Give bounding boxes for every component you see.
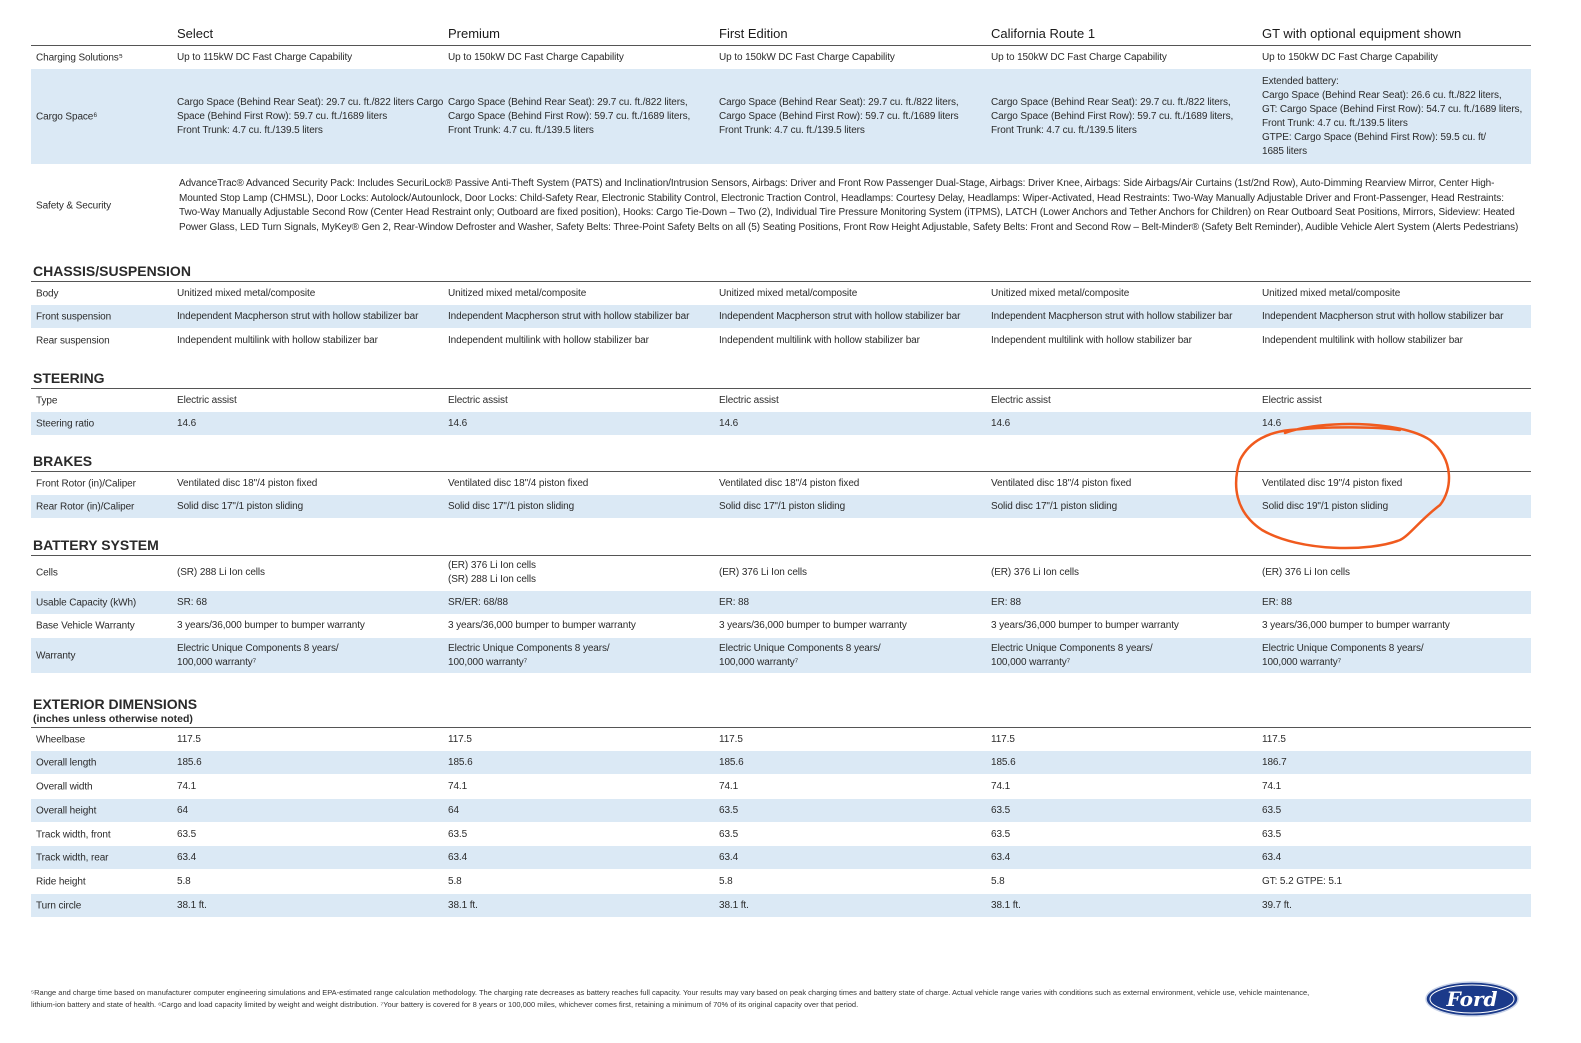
row-label: Base Vehicle Warranty <box>36 620 135 631</box>
row-label: Steering ratio <box>36 418 95 429</box>
table-cell: 185.6 <box>177 756 202 768</box>
row-label: Usable Capacity (kWh) <box>36 597 137 608</box>
table-cell: 117.5 <box>177 733 201 745</box>
table-cell: Cargo Space (Behind Rear Seat): 29.7 cu. ft./822 liters, Cargo Space (Behind First Row): 59.7 cu. ft./1689 liters, Front Trunk: 4.7 cu. ft./139.5 liters <box>991 96 1234 136</box>
table-cell: Extended battery: Cargo Space (Behind Rear Seat): 26.6 cu. ft./822 liters, GT: Cargo Space (Behind First Row): 54.7 cu. ft./1689 liters, Front Trunk: 4.7 cu. ft./139.5 liters GTPE: Cargo Space (Behind First Row): 59.5 cu. ft/ 1685 liters <box>1262 75 1523 157</box>
table-row <box>31 46 1531 69</box>
ford-logo-icon <box>1424 980 1520 1018</box>
section-title-text: CHASSIS/SUSPENSION <box>33 263 191 279</box>
table-cell: 63.4 <box>1262 851 1282 863</box>
table-cell: Independent multilink with hollow stabilizer bar <box>177 334 378 346</box>
table-cell: Electric assist <box>991 394 1051 406</box>
row-label: Front suspension <box>36 311 112 322</box>
table-cell: Electric Unique Components 8 years/ 100,000 warranty⁷ <box>448 642 610 668</box>
table-cell: Up to 150kW DC Fast Charge Capability <box>719 51 895 63</box>
table-row <box>31 329 1531 352</box>
table-cell: Unitized mixed metal/composite <box>1262 287 1401 299</box>
table-row <box>31 614 1531 637</box>
table-cell: Ventilated disc 18"/4 piston fixed <box>448 477 589 489</box>
table-cell: (ER) 376 Li Ion cells <box>991 566 1079 578</box>
section-title-text: EXTERIOR DIMENSIONS <box>33 696 198 712</box>
table-cell: Electric assist <box>448 394 508 406</box>
table-cell: Up to 150kW DC Fast Charge Capability <box>991 51 1167 63</box>
table-cell: Solid disc 17"/1 piston sliding <box>991 500 1118 512</box>
section-header-brakes <box>31 446 1531 472</box>
table-cell: 117.5 <box>719 733 743 745</box>
row-label: Rear Rotor (in)/Caliper <box>36 501 135 512</box>
section-header-steering <box>31 362 1531 389</box>
table-row <box>31 472 1531 495</box>
table-cell: ER: 88 <box>719 596 749 608</box>
table-cell: Electric assist <box>1262 394 1322 406</box>
table-cell: 63.4 <box>719 851 739 863</box>
row-text: AdvanceTrac® Advanced Security Pack: Includes SecuriLock® Passive Anti-Theft System (PATS) and Inclination/Intrusion Sensors, Airbags: Driver and Front Row Passenger Dual-Stage, Airbags: Driver Knee, Airbags: Side Airbags/Air Curtains (1st/2nd Row), Auto-Dimming Rearview Mirror, Center High-Mounted Stop Lamp (CHMSL), Door Locks: Autolock/Autounlock, Door Locks: Child-Safety Rear, Electronic Stability Control, Electronic Traction Control, Headlamps: Courtesy Delay, Headlamps: Wiper-Activated, Head Restraints: Two-Way Manually Adjustable Driver and Front-Passenger, Head Restraints: Two-Way Manually Adjustable Second Row (Center Head Restraint only; Outboard are fixed position), Hooks: Cargo Tie-Down – Two (2), Individual Tire Pressure Monitoring System (iTPMS), LATCH (Lower Anchors and Tether Anchors for Children) on Rear Outboard Seat Positions, Mirrors, Sideview: Heated Power Glass, LED Turn Signals, MyKey® Gen 2, Rear-Window Defroster and Washer, Safety Belts: Three-Point Safety Belts on all (5) Seating Positions, Front Row Height Adjustable, Safety Belts: Front and Second Row – Belt-Minder® (Safety Belt Reminder), Audible Vehicle Alert System (Alerts Pedestrians) <box>179 178 1519 233</box>
section-header-battery-system <box>31 530 1531 556</box>
table-cell: 63.4 <box>991 851 1011 863</box>
column-header-gt: GT with optional equipment shown <box>1262 26 1462 41</box>
table-row <box>31 751 1531 774</box>
table-cell: 3 years/36,000 bumper to bumper warranty <box>177 619 365 631</box>
section-header-chassis-suspension <box>31 255 1531 282</box>
table-row <box>31 164 1531 248</box>
table-cell: Independent multilink with hollow stabilizer bar <box>1262 334 1463 346</box>
table-cell: Cargo Space (Behind Rear Seat): 29.7 cu. ft./822 liters, Cargo Space (Behind First Row): 59.7 cu. ft./1689 liters Front Trunk: 4.7 cu. ft./139.5 liters <box>719 96 959 136</box>
table-row <box>31 728 1531 751</box>
table-row <box>31 638 1531 673</box>
table-cell: 74.1 <box>719 780 739 792</box>
section-subtitle: (inches unless otherwise noted) <box>33 713 193 725</box>
table-cell: Unitized mixed metal/composite <box>719 287 858 299</box>
table-cell: 3 years/36,000 bumper to bumper warranty <box>448 619 636 631</box>
table-cell: 63.5 <box>1262 804 1282 816</box>
table-cell: (SR) 288 Li Ion cells <box>177 566 265 578</box>
table-row <box>31 894 1531 917</box>
row-label: Safety & Security <box>36 200 111 212</box>
table-row <box>31 870 1531 893</box>
section-title-text: BRAKES <box>33 453 93 469</box>
table-cell: 14.6 <box>177 417 197 429</box>
table-cell: 5.8 <box>719 875 733 887</box>
table-cell: 185.6 <box>448 756 473 768</box>
table-cell: Solid disc 17"/1 piston sliding <box>719 500 846 512</box>
table-cell: Independent multilink with hollow stabilizer bar <box>448 334 649 346</box>
table-cell: 63.4 <box>448 851 468 863</box>
svg-text:Ford: Ford <box>1446 987 1498 1011</box>
table-cell: 63.5 <box>991 828 1011 840</box>
table-cell: Unitized mixed metal/composite <box>991 287 1130 299</box>
table-cell: 74.1 <box>1262 780 1282 792</box>
table-cell: Independent multilink with hollow stabilizer bar <box>991 334 1192 346</box>
row-label: Warranty <box>36 650 76 661</box>
row-label: Track width, front <box>36 829 111 840</box>
column-header-select: Select <box>177 26 214 41</box>
row-label: Rear suspension <box>36 335 110 346</box>
table-cell: (ER) 376 Li Ion cells (SR) 288 Li Ion cells <box>448 559 536 585</box>
table-cell: 63.4 <box>177 851 197 863</box>
table-cell: Up to 150kW DC Fast Charge Capability <box>448 51 624 63</box>
table-row <box>31 591 1531 614</box>
table-cell: 185.6 <box>991 756 1016 768</box>
table-cell: 74.1 <box>177 780 197 792</box>
row-label: Cargo Space⁶ <box>36 111 98 122</box>
table-cell: 14.6 <box>1262 417 1282 429</box>
table-cell: 74.1 <box>448 780 468 792</box>
section-title <box>33 263 191 279</box>
table-cell: 63.5 <box>448 828 468 840</box>
table-cell: 5.8 <box>177 875 191 887</box>
table-row <box>31 305 1531 328</box>
table-cell: 38.1 ft. <box>448 899 478 911</box>
table-cell: Solid disc 19"/1 piston sliding <box>1262 500 1389 512</box>
table-cell: 14.6 <box>719 417 739 429</box>
section-header-exterior-dimensions <box>31 684 1531 728</box>
column-header-row <box>31 24 1531 46</box>
table-cell: 5.8 <box>448 875 462 887</box>
row-label: Body <box>36 288 59 299</box>
table-cell: (ER) 376 Li Ion cells <box>1262 566 1350 578</box>
section-title-text: STEERING <box>33 370 105 386</box>
table-cell: 63.5 <box>719 804 739 816</box>
table-cell: 14.6 <box>991 417 1011 429</box>
row-label: Charging Solutions⁵ <box>36 52 123 63</box>
table-row <box>31 495 1531 518</box>
section-title <box>33 453 92 469</box>
table-cell: 38.1 ft. <box>991 899 1021 911</box>
row-label: Turn circle <box>36 900 82 911</box>
table-row <box>31 799 1531 822</box>
row-label: Wheelbase <box>36 734 86 745</box>
table-row <box>31 389 1531 412</box>
section-title <box>33 696 197 725</box>
table-cell: Solid disc 17"/1 piston sliding <box>177 500 304 512</box>
table-cell: 117.5 <box>448 733 472 745</box>
table-cell: Independent Macpherson strut with hollow stabilizer bar <box>177 310 419 322</box>
row-label: Track width, rear <box>36 852 109 863</box>
table-cell: (ER) 376 Li Ion cells <box>719 566 807 578</box>
table-cell: 117.5 <box>1262 733 1286 745</box>
table-row <box>31 556 1531 589</box>
table-cell: Solid disc 17"/1 piston sliding <box>448 500 575 512</box>
table-cell: Electric assist <box>719 394 779 406</box>
table-cell: 3 years/36,000 bumper to bumper warranty <box>991 619 1179 631</box>
table-cell: Electric Unique Components 8 years/ 100,000 warranty⁷ <box>1262 642 1424 668</box>
table-cell: Ventilated disc 18"/4 piston fixed <box>991 477 1132 489</box>
table-cell: Up to 150kW DC Fast Charge Capability <box>1262 51 1438 63</box>
table-cell: Unitized mixed metal/composite <box>177 287 316 299</box>
row-label: Front Rotor (in)/Caliper <box>36 478 136 489</box>
section-title <box>33 370 105 386</box>
table-cell: ER: 88 <box>1262 596 1292 608</box>
table-cell: 3 years/36,000 bumper to bumper warranty <box>1262 619 1450 631</box>
table-cell: 14.6 <box>448 417 468 429</box>
table-cell: Up to 115kW DC Fast Charge Capability <box>177 51 353 63</box>
row-label: Cells <box>36 567 58 578</box>
footnote: ⁵Range and charge time based on manufacturer computer engineering simulations and EPA-estimated range calculation methodology. The charging rate decreases as battery reaches full capacity. Your results may vary based on peak charging times and battery state of charge. Actual vehicle range varies with conditions such as external environment, vehicle use, vehicle maintenance, lithium-ion battery and state of health. ⁶Cargo and load capacity limited by weight and weight distribution. ⁷Your battery is covered for 8 years or 100,000 miles, whichever comes first, retaining a minimum of 70% of its original capacity over that period. <box>31 988 1310 1009</box>
table-cell: Independent Macpherson strut with hollow stabilizer bar <box>719 310 961 322</box>
column-header-first-edition: First Edition <box>719 26 788 41</box>
row-label: Overall width <box>36 781 93 792</box>
column-header-premium: Premium <box>448 26 501 41</box>
table-cell: Ventilated disc 19"/4 piston fixed <box>1262 477 1403 489</box>
table-cell: Electric Unique Components 8 years/ 100,000 warranty⁷ <box>719 642 881 668</box>
table-cell: 74.1 <box>991 780 1011 792</box>
table-cell: 38.1 ft. <box>719 899 749 911</box>
table-cell: 63.5 <box>719 828 739 840</box>
table-row <box>31 282 1531 305</box>
row-label: Overall length <box>36 757 97 768</box>
table-cell: 38.1 ft. <box>177 899 207 911</box>
table-cell: Independent Macpherson strut with hollow stabilizer bar <box>991 310 1233 322</box>
table-cell: Cargo Space (Behind Rear Seat): 29.7 cu. ft./822 liters, Cargo Space (Behind First Row): 59.7 cu. ft./1689 liters, Front Trunk: 4.7 cu. ft./139.5 liters <box>448 96 691 136</box>
table-cell: Independent Macpherson strut with hollow stabilizer bar <box>448 310 690 322</box>
table-cell: GT: 5.2 GTPE: 5.1 <box>1262 875 1342 887</box>
table-cell: 186.7 <box>1262 756 1287 768</box>
section-title <box>33 537 159 553</box>
column-header-california-route-1: California Route 1 <box>991 26 1096 41</box>
table-row <box>31 69 1531 164</box>
table-cell: SR/ER: 68/88 <box>448 596 508 608</box>
row-label: Type <box>36 395 58 406</box>
table-cell: Cargo Space (Behind Rear Seat): 29.7 cu. ft./822 liters Cargo Space (Behind First Row): 59.7 cu. ft./1689 liters Front Trunk: 4.7 cu. ft./139.5 liters <box>177 96 444 136</box>
table-cell: 5.8 <box>991 875 1005 887</box>
row-label: Ride height <box>36 876 86 887</box>
table-cell: ER: 88 <box>991 596 1021 608</box>
table-cell: 64 <box>177 804 188 816</box>
table-cell: 185.6 <box>719 756 744 768</box>
table-cell: 63.5 <box>991 804 1011 816</box>
table-row <box>31 775 1531 798</box>
table-cell: Ventilated disc 18"/4 piston fixed <box>719 477 860 489</box>
table-cell: Electric Unique Components 8 years/ 100,000 warranty⁷ <box>177 642 339 668</box>
table-cell: Unitized mixed metal/composite <box>448 287 587 299</box>
table-cell: Independent Macpherson strut with hollow stabilizer bar <box>1262 310 1504 322</box>
table-cell: 63.5 <box>177 828 197 840</box>
table-cell: SR: 68 <box>177 596 207 608</box>
row-label: Overall height <box>36 805 97 816</box>
table-cell: 3 years/36,000 bumper to bumper warranty <box>719 619 907 631</box>
section-title-text: BATTERY SYSTEM <box>33 537 159 553</box>
table-row <box>31 412 1531 435</box>
table-cell: Independent multilink with hollow stabilizer bar <box>719 334 920 346</box>
table-row <box>31 823 1531 846</box>
table-row <box>31 846 1531 869</box>
table-cell: 63.5 <box>1262 828 1282 840</box>
table-cell: 39.7 ft. <box>1262 899 1292 911</box>
table-cell: 117.5 <box>991 733 1015 745</box>
table-cell: 64 <box>448 804 459 816</box>
table-cell: Electric Unique Components 8 years/ 100,000 warranty⁷ <box>991 642 1153 668</box>
table-cell: Electric assist <box>177 394 237 406</box>
table-cell: Ventilated disc 18"/4 piston fixed <box>177 477 318 489</box>
